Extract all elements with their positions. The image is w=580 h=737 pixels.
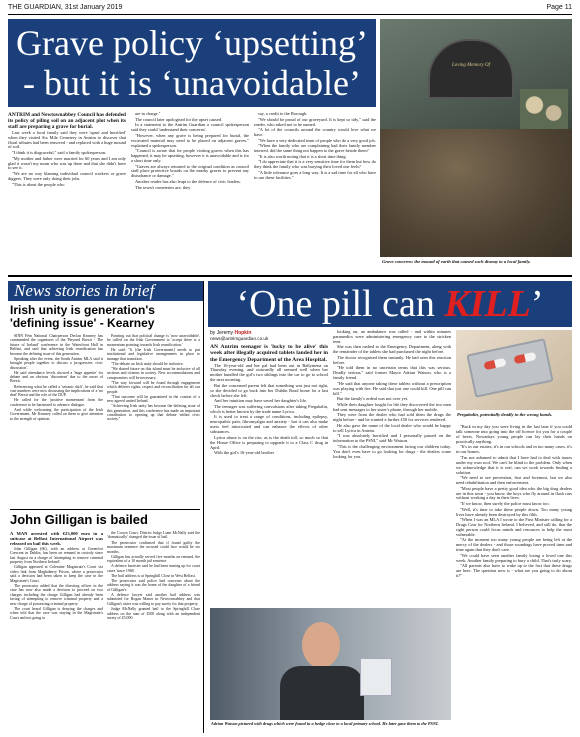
paragraph: While their daughter fought for life they discovered the two men had sent messages to her sister's phone, through her mobile. [333, 401, 451, 412]
paragraph: A defence lawyer said another bail address was submitted for Rogan Manor in Newtownabbey and that Gilligan's sister was willing to pay surety for that property. [107, 593, 200, 606]
paragraph: "When the family who are complaining had their family member interred, did the same thing not happen to the grave beside them? [254, 143, 376, 154]
gilligan-headline: John Gilligan is bailed [10, 512, 148, 527]
paragraph: The teenager was suffering convulsions after taking Pregabalin, which is better known by the trade name Lyrica. [210, 403, 328, 414]
paragraph: Gilligan appeared at Coleraine Magistrate's Court via video link from Maghaberry Prison, where a prosecutor said a decision had been taken to keep the case in the Magistrate's Court. [10, 565, 103, 583]
paragraph: Judge McNally granted bail to the Springhill Close address on the sum of £500 along with an independent surety of £5,000. [107, 607, 200, 620]
paragraph: "However, when any grave is being prepared for burial, the excavated material may need to be placed on adjacent graves," explained a spokesperson. [131, 132, 249, 148]
soil-mound [380, 129, 572, 257]
headstone-inscription: Loving Memory Of [451, 63, 491, 68]
paragraph: "Council is aware that for people visiting graves when this has happened, it may be upsetting, however it is unavoidable and is for a short time only. [131, 148, 249, 163]
person-body [280, 666, 364, 720]
paragraph: "This is about the people who [12, 181, 65, 187]
paragraph: The prosecutor said police had concerns about the address saying it was the home of the daughter of a friend of Gilligan's. [107, 578, 200, 592]
paragraph: The prosecutor confirmed that if found guilty the maximum sentence the accused could face would be six months. [107, 540, 200, 554]
paragraph: With the girl's 16-year-old brother [214, 450, 275, 456]
paragraph: "Graves are always returned to the original condition as council staff place protective boards on the nearby graves to prevent any disturbance or damage." [131, 163, 249, 179]
paragraph: "A little tolerance goes a long way. It is a sad time for all who have to use these facilities." [254, 169, 376, 180]
paragraph: The prosecutor added that the directing officer in the case has now also made a decision to proceed on two charges including the charge Gilligan had already been facing of attempting to remove criminal property and a new charge of possessing criminal property. [10, 583, 103, 606]
paragraph: "It's in our estates, it's in our schools and in too many cases, it's in our homes. [456, 444, 572, 455]
gilligan-intro: A MAN arrested with €23,000 euro in a suitcase at Belfast International Airport was released on bail this week. [10, 531, 103, 546]
paragraph: Referencing what he called a 'seismic shift', he said that vast numbers were now discussing the implications of a 'no deal' Brexit and the role of the DUP. [10, 384, 103, 398]
paragraph: "I'm not ashamed to admit that I have had to deal with issues under my own roof. We can't be blind to the problem. Only when we acknowledge that it is real, can we work towards finding a solution. [456, 454, 572, 475]
news-brief-banner: News stories in brief [8, 281, 204, 301]
flower-tributes [520, 89, 568, 129]
watson-photo [210, 608, 451, 720]
paragraph: are in charge." [135, 112, 161, 116]
paragraph: He also gave the name of the local dealer who would be happy to sell Lyrica in Antrim. [333, 422, 451, 433]
paragraph: "It is also worth noting that it is a short time thing. [258, 153, 347, 159]
paragraph: "We need to see prevention, first and foremost, but we also need rehabilitation and then enforcement. [456, 475, 572, 486]
pill-headline-bar [208, 281, 572, 327]
paragraph: John Gilligan (66), with an address at Greenfort Crescent in Dublin, has been on remand in custody since last August on a charge of 'attempting to remove criminal property from Northern Ireland'. [10, 546, 103, 565]
pill-column-2 [333, 330, 451, 604]
paragraph: "All parents also have to wake up to the fact that these drugs are here. The question now is - what are you going to do about it?" [456, 563, 572, 579]
paragraph: A defence barrister said he had been turning up for court cases 'since 1966'. [107, 564, 200, 573]
grave-headline-line1: Grave policy ‘upsetting’ [16, 23, 368, 63]
watson-caption: Adrian Watson pictured with drugs which were found in a hedge close to a local primary school. He later gave them to the PSNI. [211, 721, 439, 726]
paragraph: the Crown Court, District Judge Liam McNally said the 'dramatically' changed the issue of bail. [107, 531, 200, 540]
paragraph: "Most people have a pretty good idea who the big drug dealers are in this town - you know, the boys who fly around in flash cars without working a day in their lives. [456, 485, 572, 501]
paragraph: "We have a very dedicated team of people who do a very good job. [258, 137, 376, 143]
grave-photo [380, 19, 572, 257]
paragraph: Another reader has also leapt to the defence of civic leaders. [135, 178, 241, 184]
grave-intro: ANTRIM and Newtownabbey Council has defended its policy of piling soil on an adjacent plot when its staff are preparing a grave for burial. [8, 112, 126, 130]
section-divider [8, 275, 572, 277]
pill-headline-kill: KILL [444, 283, 531, 325]
paragraph: "When I was an MLA I wrote to the First Minister calling for a Drugs Czar for Northern Ireland. I believed, and still do, that the right person could focus minds and resources to help the most vulnerable. [456, 517, 572, 537]
paragraph: "We shared future on this island must be inclusive of all sections and citizens in society. New accommodations and compromises will be necessary. [107, 366, 200, 380]
brief-divider [10, 509, 200, 510]
paragraph: The council later apologised for the upset caused. [135, 116, 223, 122]
pill-intro: AN Antrim teenager is 'lucky to be alive' this week after illegally acquired tablets landed her in the Emergency Department of the Area Hospital. [210, 344, 328, 363]
grave-headline-line2: - but it is ‘unavoidable’ [23, 63, 361, 103]
paragraph: "We are no way blaming individual council workers or grave diggers. They were only doing their jobs. [8, 171, 126, 181]
pills-photo [456, 330, 572, 410]
paragraph: "This is the challenging environment facing our children today. You don't even have to go looking for drugs - the dealers come looking for you. [333, 443, 451, 459]
headstone [428, 39, 514, 99]
paragraph: "At the moment too many young people are being left at the mercy of the dealers - and those scumbags have proved time and time again that they don't care. [456, 537, 572, 553]
pill-headline-end: ’ [530, 283, 544, 325]
paragraph: "The debate on Irish unity should be inclusive. [111, 361, 184, 366]
pill-blister-pack [466, 338, 553, 398]
paragraph: But the concerned parent felt that something was just not right, so she decided to go back into her Dublin Road home for a last check before she left. [210, 382, 328, 398]
grave-headline-bar [8, 19, 376, 107]
paragraph: The doctor recognised them instantly. He had seen this reaction before. [333, 354, 451, 365]
paragraph: Pointing out that political change is 'now unavoidable', he called on the Irish Government to 'accept there is a momentum pointing towards Irish reunification.' [107, 334, 200, 347]
paragraph: "We could have seen another family losing a loved one this week. Another family preparing to bury a child. That's truly scary. [456, 552, 572, 563]
paragraph: Last week a local family said they were 'upset and horrified' when they visited Six Mile Cemetery in Antrim to discover that floral tributes had been removed - and replaced with a huge mound of soil. [8, 129, 126, 150]
page-number: Page 11 [546, 4, 572, 11]
paragraph: But the family's ordeal was not over yet. [337, 396, 409, 402]
grave-column-3 [254, 112, 376, 272]
paragraph: He called for the 'positive momentum' from the conference to be harnessed to advance dialogue. [10, 398, 103, 407]
paragraph: "We should be proud of our graveyard. It is kept so tidy," said the reader, who asked not to be named. [254, 116, 376, 127]
byline-by: by Jeremy [210, 330, 235, 336]
column-divider [203, 281, 204, 733]
paragraph: "Well, it's time to take these people down. Too many young lives have already been destroyed by this filth. [456, 506, 572, 517]
gilligan-column-1 [10, 531, 103, 731]
paragraph: He said: "It [the Irish Government] needs to put institutional and legislative arrangements in place to manage that transition. [107, 347, 200, 361]
paragraph: "I think it is disgraceful," said a family spokesperson. [12, 150, 107, 155]
paragraph: And while welcoming the participation of the Irish Government, Mr Kearney called on them to give attention to the strength of opinion. [10, 407, 103, 421]
irish-column-2 [107, 334, 200, 506]
grave-column-2 [131, 112, 249, 272]
person-head [302, 622, 340, 668]
paragraph: And her intuition may have saved her daughter's life. [214, 398, 308, 404]
pill-column-3 [456, 425, 572, 733]
paragraph: SINN Féin National Chairperson Declan Kearney has commended the organisers of the 'Beyond Brexit - The future of Ireland' conference in the Waterfront Hall in Belfast, and said that achieving Irish reunification has become the defining issue of this generation. [10, 334, 103, 356]
paragraph: He said attendance levels showed a 'huge appetite' for debate and an obvious 'discontent' due to the onset of Brexit. [10, 370, 103, 384]
gilligan-column-2 [107, 531, 200, 731]
paragraph: "If we know, then surely the police must know too. [460, 501, 550, 507]
byline [210, 330, 330, 342]
paragraph: She was then rushed to the Emergency Department, along with the remainder of the tablets she had purchased the night before. [333, 344, 451, 355]
paragraph: It is used to treat a range of conditions, including epilepsy, neuropathic pain, fibromyalgia and anxiety - but it can also make users feel intoxicated and can enhance the effects of other substances. [210, 414, 328, 435]
irish-column-1 [10, 334, 103, 506]
paragraph: The town's cemeteries are, they [135, 184, 191, 190]
grave-column-1 [8, 112, 126, 272]
paragraph: "He said that anyone taking these tablets without a prescription was playing with fire. He said that just one could kill. One pill can kill." [333, 380, 451, 396]
paragraph: In a statement to the Antrim Guardian a council spokesperson said they could 'understand their concerns'. [131, 122, 249, 133]
paragraph: "The way forward will be found through engagement which delivers rights, respect and reconciliation for all our people. [107, 380, 200, 394]
pill-column-1 [210, 344, 328, 604]
paragraph: "He told them in no uncertain terms that this was serious. Deadly serious," said former Mayor Adrian Watson, who is a family friend. [333, 365, 451, 381]
paragraph: "That outcome will be guaranteed in the context of a new agreed united Ireland. [107, 394, 200, 404]
paragraph: "Achieving Irish unity has become the defining issue of this generation, and this conference has made an important contribution to opening up that debate within civic society." [107, 404, 200, 422]
paragraph: "I do appreciate that it is a very sensitive time for them but how do they think the family who was burying their loved one feels? [254, 159, 376, 170]
paragraph: say, a credit to the Borough. [258, 112, 308, 116]
paragraph: "A lot of the councils around the country would love what we have. [254, 127, 376, 137]
paragraph: The court heard Gilligan is denying the charges and when told that the case was staying in the Magistrate's Court and not going to [10, 606, 103, 620]
pills-caption: Pregabalin, potentially deadly in the wrong hands. [457, 412, 553, 417]
byline-email: news@antrimguardian.co.uk [210, 336, 269, 341]
grave-photo-caption: Grave concerns: the mound of earth that caused such dismay to a local family. [382, 259, 531, 264]
paragraph: The 16-year-old and her pal had been out in Ballymena on Thursday evening, and outwardly all seemed well when her mother bundled the girl's two siblings into the car to go to school the next morning. [210, 362, 328, 383]
paragraph: "My mother and father were married for 60 years and I am only glad it wasn't my mum who was up there and that she didn't have to see it. [8, 155, 126, 171]
page-header [8, 2, 572, 15]
paragraph: Speaking after the event, the South Antrim MLA said it brought people together to discuss a 'progressive, civic discussion'. [10, 356, 103, 370]
drugs-bag [360, 658, 392, 696]
newspaper-date: THE GUARDIAN, 31st January 2019 [8, 4, 123, 11]
paragraph: Gilligan has actually served five months on remand, the equivalent of a 10 month jail sentence. [107, 554, 200, 564]
paragraph: looking on, an ambulance was called - and within minutes paramedics were administering emergency care to the stricken teen. [333, 330, 451, 344]
paragraph: They were from the dealer who had sold them the drugs the night before - and he wanted a further £50 for services rendered. [333, 412, 451, 423]
pill-headline: ‘One pill can [236, 283, 445, 325]
byline-name: Hopkin [234, 330, 252, 336]
paragraph: The bail address is at Springhill Close in West Belfast. [111, 573, 196, 578]
paragraph: "Back in my day you were living in the fast lane if you could talk someone into going into the off licence for you for a couple of beers. Nowadays young people can lay their hands on practically anything. [456, 425, 572, 444]
irish-unity-headline: Irish unity is generation's 'defining issue' - Kearney [10, 303, 155, 330]
paragraph: Lyrica abuse is on the rise, as is the death toll, so much so that the Home Office is preparing to upgrade it to a Class C drug in April. [210, 434, 328, 450]
paragraph: "I was absolutely horrified and I personally passed on the information to the PSNI," said Mr Watson. [333, 433, 451, 444]
